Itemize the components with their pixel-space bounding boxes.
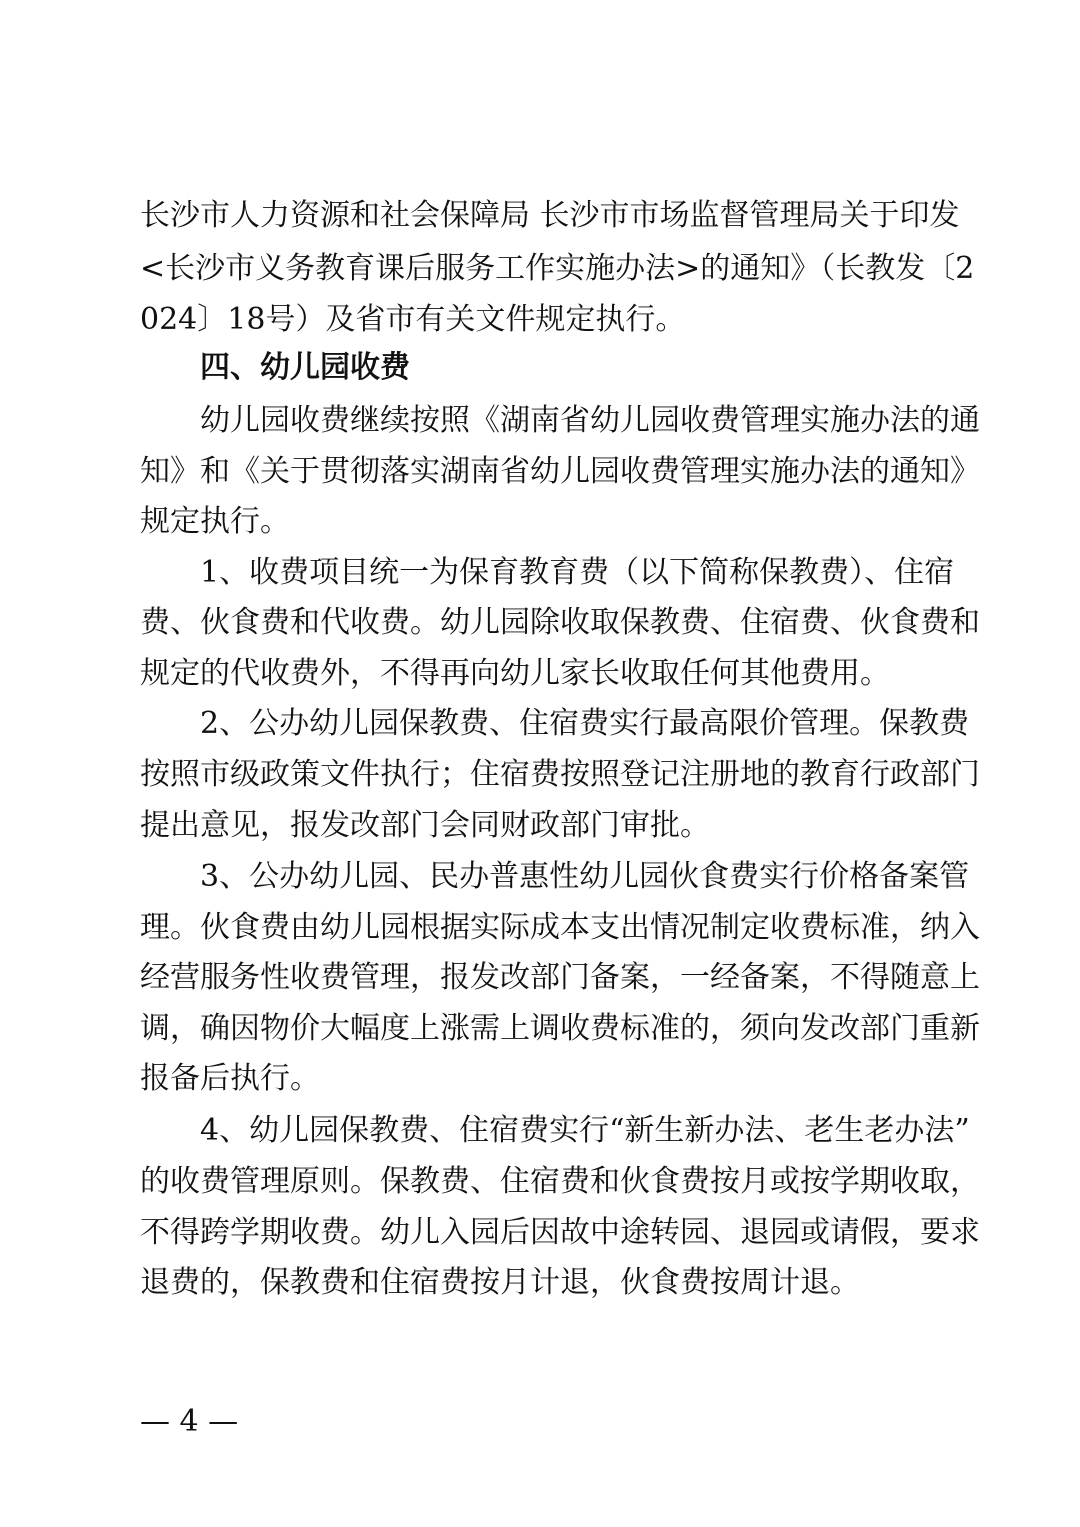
item-3-line-1: 3、公办幼儿园、民办普惠性幼儿园伙食费实行价格备案管	[200, 859, 970, 894]
paragraph-1-line-2: <长沙市义务教育课后服务工作实施办法>的通知》（长教发〔2	[140, 251, 975, 286]
item-3-line-2: 理。伙食费由幼儿园根据实际成本支出情况制定收费标准，纳入	[140, 910, 980, 945]
item-2-line-2: 按照市级政策文件执行；住宿费按照登记注册地的教育行政部门	[140, 757, 980, 792]
paragraph-2-line-2: 知》和《关于贯彻落实湖南省幼儿园收费管理实施办法的通知》	[140, 454, 980, 489]
section-heading: 四、幼儿园收费	[200, 350, 410, 385]
item-4-line-3: 不得跨学期收费。幼儿入园后因故中途转园、退园或请假，要求	[140, 1215, 980, 1250]
paragraph-2-line-3: 规定执行。	[140, 504, 290, 539]
paragraph-1-line-1: 长沙市人力资源和社会保障局 长沙市市场监督管理局关于印发	[140, 198, 960, 233]
item-2-line-3: 提出意见，报发改部门会同财政部门审批。	[140, 808, 710, 843]
paragraph-1-line-3: 024〕18号）及省市有关文件规定执行。	[140, 302, 686, 337]
item-1-line-1: 1、收费项目统一为保育教育费（以下简称保教费）、住宿	[200, 555, 955, 590]
paragraph-2-line-1: 幼儿园收费继续按照《湖南省幼儿园收费管理实施办法的通	[200, 403, 980, 438]
item-1-line-3: 规定的代收费外，不得再向幼儿家长收取任何其他费用。	[140, 656, 890, 691]
item-2-line-1: 2、公办幼儿园保教费、住宿费实行最高限价管理。保教费	[200, 706, 970, 741]
page-number: — 4 —	[140, 1404, 239, 1439]
item-4-line-2: 的收费管理原则。保教费、住宿费和伙食费按月或按学期收取，	[140, 1164, 980, 1199]
item-3-line-3: 经营服务性收费管理，报发改部门备案，一经备案，不得随意上	[140, 960, 980, 995]
item-4-line-1: 4、幼儿园保教费、住宿费实行“新生新办法、老生老办法”	[200, 1113, 970, 1148]
item-1-line-2: 费、伙食费和代收费。幼儿园除收取保教费、住宿费、伙食费和	[140, 605, 980, 640]
item-3-line-5: 报备后执行。	[140, 1061, 320, 1096]
item-3-line-4: 调，确因物价大幅度上涨需上调收费标准的，须向发改部门重新	[140, 1011, 980, 1046]
item-4-line-4: 退费的，保教费和住宿费按月计退，伙食费按周计退。	[140, 1265, 860, 1300]
